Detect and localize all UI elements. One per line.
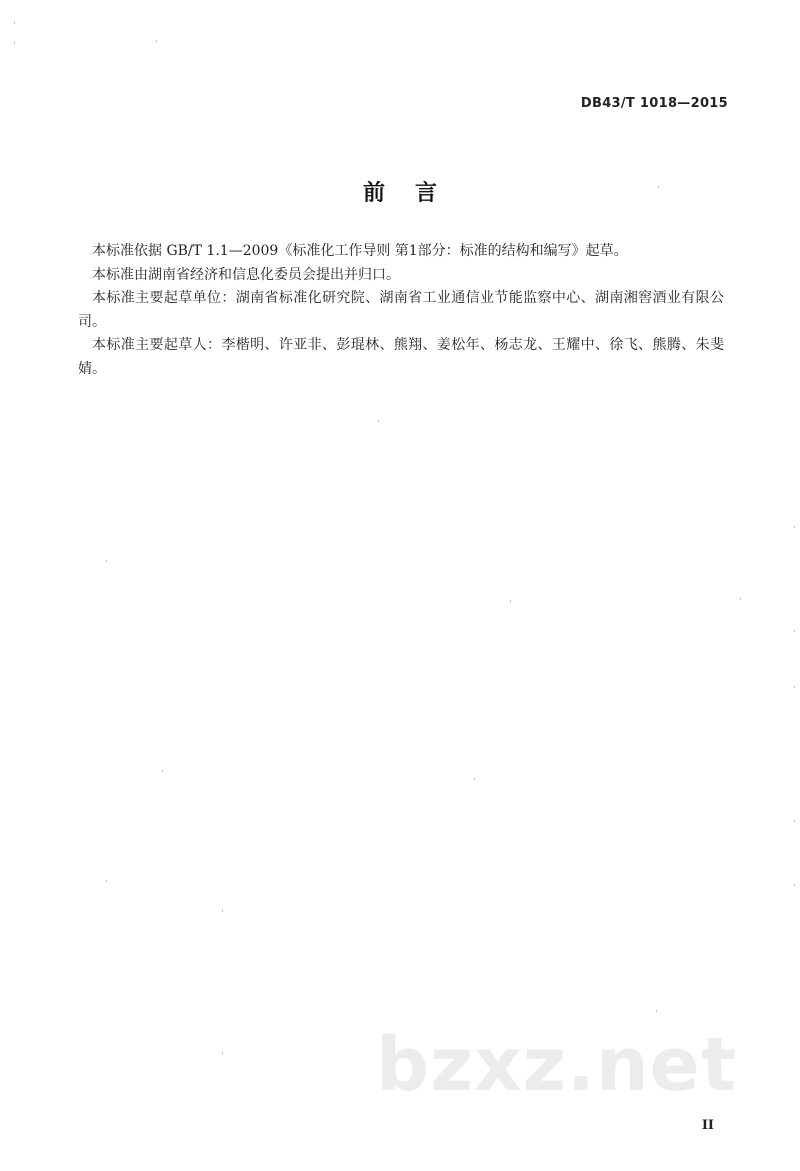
scan-speck (14, 42, 15, 44)
scan-speck (794, 630, 795, 632)
scan-speck (794, 820, 795, 822)
scan-speck (162, 770, 163, 772)
paragraph-drafting-basis: 本标准依据 GB/T 1.1—2009《标准化工作导则 第1部分：标准的结构和编写》起草。 (92, 243, 628, 259)
page-number: II (701, 1118, 714, 1133)
scan-speck (794, 526, 795, 528)
scan-speck (658, 186, 659, 188)
scan-speck (222, 910, 223, 912)
scan-speck (474, 778, 475, 780)
scan-speck (740, 598, 741, 600)
page-title: 前言 (362, 181, 467, 206)
scan-speck (656, 1010, 657, 1012)
scan-speck (222, 1052, 223, 1054)
scan-speck (378, 420, 379, 422)
scan-speck (106, 880, 107, 882)
scan-speck (794, 884, 795, 886)
standard-code: DB43/T 1018—2015 (580, 96, 728, 111)
scan-speck (156, 40, 157, 42)
watermark-logo: bzxz.net (376, 1022, 738, 1108)
scan-speck (14, 22, 15, 24)
paragraph-drafting-units: 本标准主要起草单位：湖南省标准化研究院、湖南省工业通信业节能监察中心、湖南湘窖酒业有限公司。 (78, 290, 724, 330)
scan-speck (106, 560, 107, 562)
foreword-body (78, 240, 724, 381)
paragraph-proposer: 本标准由湖南省经济和信息化委员会提出并归口。 (92, 266, 400, 283)
paragraph-drafters: 本标准主要起草人：李楷明、许亚非、彭琨林、熊翔、姜松年、杨志龙、王耀中、徐飞、熊腾、朱斐婧。 (78, 337, 724, 377)
scan-speck (510, 600, 511, 602)
scan-speck (794, 686, 795, 688)
